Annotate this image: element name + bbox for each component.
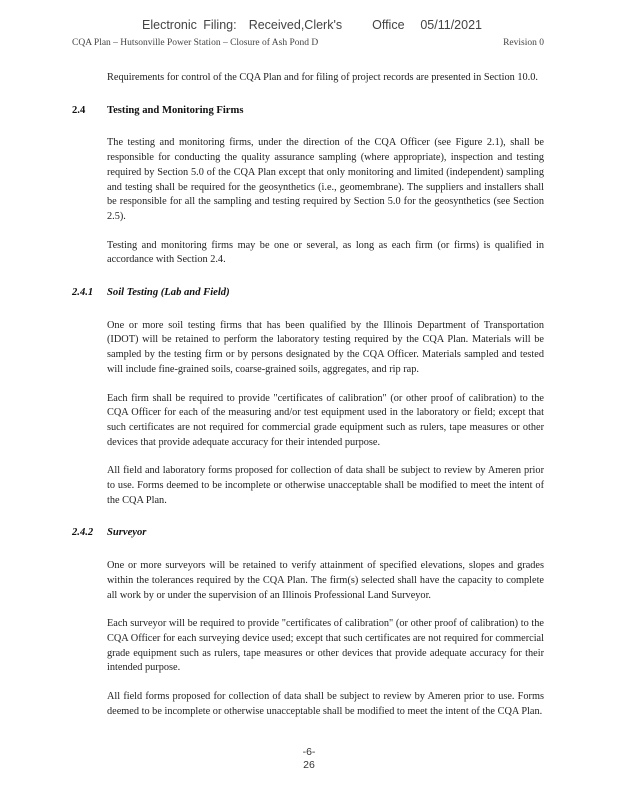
section-2-4-2-paragraph-2: Each surveyor will be required to provide "certificates of calibration" (or other proof of calibration) to the CQA Officer for each surveying device used; except that such certificates are not required for commercial grade equipment such as rulers, tape measures or other devices that provide adequate accuracy for their intended purpose. [107, 618, 544, 674]
running-header-left: CQA Plan – Hutsonville Power Station – Closure of Ash Pond D [72, 38, 319, 48]
section-title: Surveyor [107, 527, 147, 539]
filing-stamp [142, 18, 482, 32]
section-2-4-1-paragraph-2: Each firm shall be required to provide "certificates of calibration" (or other proof of calibration) to the CQA Officer for each of the measuring and/or test equipment used in the laboratory or field; except that such certificates are not required for commercial grade equipment such as rulers, tape measures or other devices that provide adequate accuracy for their intended purpose. [107, 392, 544, 448]
filing-stamp-word-electronic: Electronic [142, 18, 197, 32]
section-heading-2-4-1 [72, 286, 544, 301]
page-number: -6- [302, 746, 316, 758]
section-2-4-2-paragraph-1: One or more surveyors will be retained to verify attainment of specified elevations, slopes and grades within the tolerances required by the CQA Plan. The firm(s) selected shall have the capacity to complete all work by or under the supervision of an Illinois Professional Land Surveyor. [107, 560, 544, 601]
document-body [72, 71, 544, 720]
section-heading-2-4 [72, 104, 544, 119]
section-2-4-1-paragraph-1: One or more soil testing firms that has been qualified by the Illinois Department of Transportation (IDOT) will be retained to perform the laboratory testing required by the CQA Plan. Materials will be sampled by the testing firm or by persons designated by the CQA Officer. Materials sampled and tested will include fine-grained soils, coarse-grained soils, aggregates, and rip rap. [107, 319, 544, 375]
section-number: 2.4 [72, 104, 86, 116]
filing-stamp-word-received: Received,Clerk's [248, 18, 343, 32]
section-2-4-paragraph-2: Testing and monitoring firms may be one or several, as long as each firm (or firms) is qualified in accordance with Section 2.4. [107, 239, 544, 266]
page-footer [0, 746, 618, 772]
section-2-4-paragraph-1: The testing and monitoring firms, under the direction of the CQA Officer (see Figure 2.1), shall be responsible for conducting the quality assurance sampling (where appropriate), inspection and testing required by Section 5.0 of the CQA Plan except that only monitoring and limited (independent) sampling and testing shall be required for the geosynthetics (i.e., geomembrane). The suppliers and installers shall be responsible for all the sampling and testing required by Section 5.0 for the geosynthetics (see Section 2.5). [107, 137, 544, 222]
intro-paragraph: Requirements for control of the CQA Plan and for filing of project records are presented in Section 10.0. [107, 72, 538, 83]
section-2-4-2-paragraph-3: All field forms proposed for collection of data shall be subject to review by Ameren prior to use. Forms deemed to be incomplete or otherwise unacceptable shall be modified to meet the intent of the CQA Plan. [107, 691, 544, 717]
filing-stamp-date: 05/11/2021 [420, 18, 482, 32]
section-number: 2.4.2 [72, 527, 94, 539]
sequence-number: 26 [303, 759, 315, 771]
section-title: Soil Testing (Lab and Field) [107, 287, 230, 299]
filing-stamp-word-filing: Filing: [203, 18, 237, 32]
section-title: Testing and Monitoring Firms [107, 104, 244, 116]
running-header-revision: Revision 0 [503, 38, 544, 48]
running-header [72, 38, 544, 48]
filing-stamp-word-office: Office [372, 18, 405, 32]
section-2-4-1-paragraph-3: All field and laboratory forms proposed for collection of data shall be subject to review by Ameren prior to use. Forms deemed to be incomplete or otherwise unacceptable shall be modified to meet the intent of the CQA Plan. [107, 465, 544, 506]
section-number: 2.4.1 [72, 287, 94, 299]
section-heading-2-4-2 [72, 526, 544, 541]
